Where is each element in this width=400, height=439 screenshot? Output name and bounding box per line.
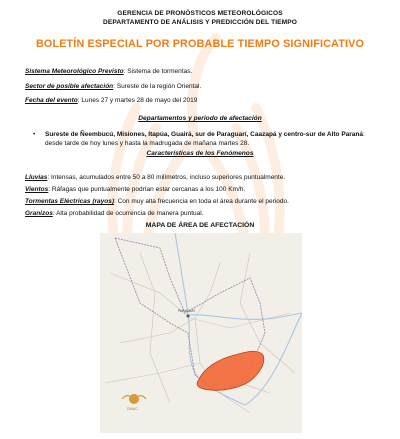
sector-line [25,83,201,90]
vientos-label: Vientos [25,186,49,193]
granizos-label: Granizos [25,210,53,217]
city-marker [187,315,190,318]
page-title: BOLETÍN ESPECIAL POR PROBABLE TIEMPO SIGNIFICATIVO [35,38,365,50]
sistema-value: : Sistema de tormentas. [123,68,193,75]
affected-area-map [100,233,302,433]
bullet-dot: • [33,131,36,138]
vientos-line [25,186,245,193]
bullet-period: : desde tarde de hoy lunes y hasta la madrugada de mañana martes 28. [45,131,365,147]
departamentos-heading: Departamentos y periodo de afectación [138,115,262,122]
fecha-line [25,97,197,104]
vientos-value: : Ráfagas que puntualmente podrían estar cercanas a los 100 Km/h. [48,186,246,193]
tormentas-label: Tormentas Eléctricas (rayos) [25,198,114,205]
tormentas-value: : Con muy alta frecuencia en toda el área durante el periodo. [114,198,289,205]
sistema-line [25,68,192,75]
header-agency: GERENCIA DE PRONÓSTICOS METEOROLÓGICOS [117,10,283,17]
header-department: DEPARTAMENTO DE ANÁLISIS Y PREDICCIÓN DEL TIEMPO [103,19,297,26]
lluvias-label: Lluvias [25,174,48,181]
affected-area-polygon [197,351,264,390]
bullet-item [45,131,375,148]
logo-text: DINAC [127,407,138,411]
sistema-label: Sistema Meteorológico Previsto [25,68,124,75]
caracteristicas-heading: Características de los Fenómenos [146,150,254,157]
map-title: MAPA DE ÁREA DE AFECTACIÓN [145,222,255,229]
lluvias-line [25,174,285,181]
tormentas-line [25,198,289,205]
road-network [105,253,295,413]
sector-value: : Sureste de la región Oriental. [113,83,202,90]
granizos-value: : Alta probabilidad de ocurrencia de manera puntual. [52,210,204,217]
granizos-line [25,210,204,217]
city-label: PARAGUAY [178,309,196,313]
bullet-departments: Sureste de Ñeembucú, Misiones, Itapúa, Guairá, sur de Paraguarí, Caazapá y centro-sur de Alto Paraná [45,131,363,138]
fecha-label: Fecha del evento [25,97,78,104]
map-svg [100,233,302,433]
fecha-value: : Lunes 27 y martes 28 de mayo del 2019 [77,97,198,104]
dinac-logo [122,394,146,411]
sector-label: Sector de posible afectación [25,83,114,90]
lluvias-value: : Intensas, acumulados entre 50 a 80 milímetros, incluso superiores puntualmente. [47,174,286,181]
